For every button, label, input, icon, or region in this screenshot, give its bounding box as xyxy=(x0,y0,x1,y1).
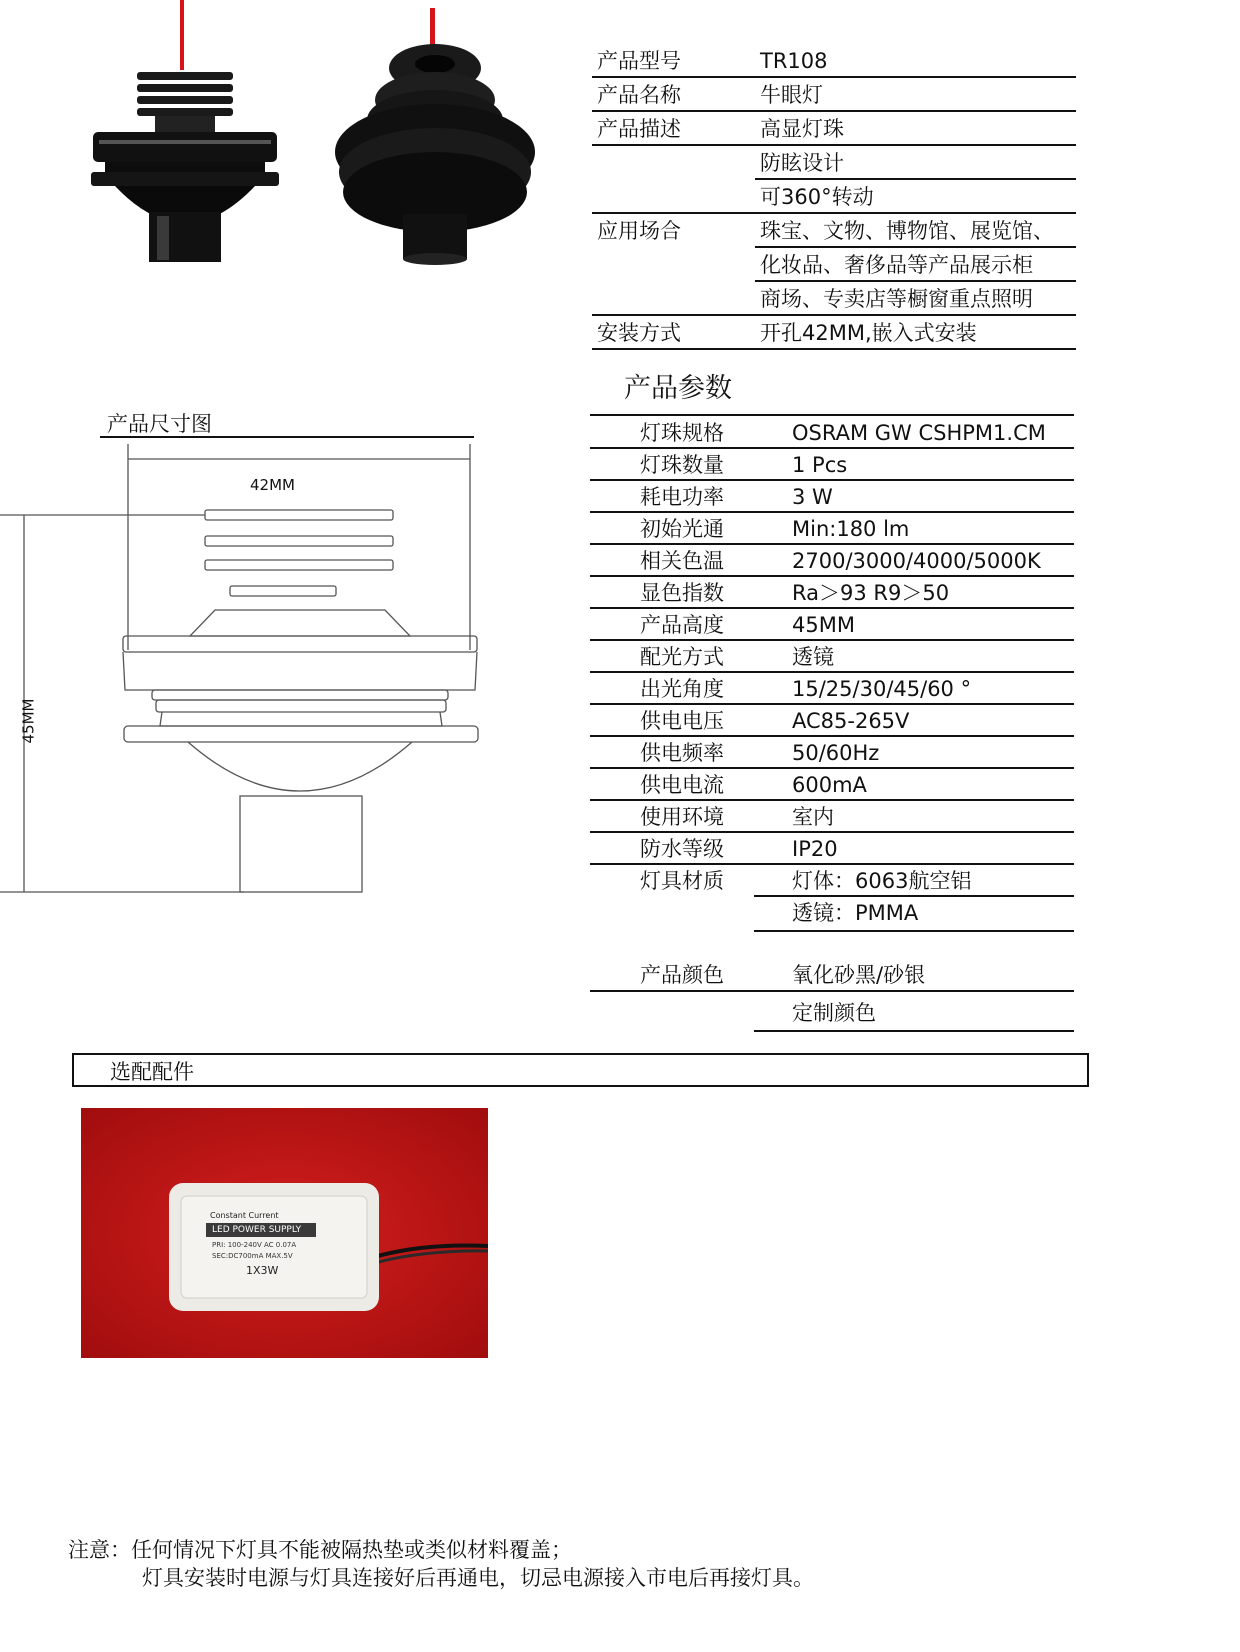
info-row-value: 可360°转动 xyxy=(760,185,874,209)
info-row-rule xyxy=(755,246,1076,248)
param-label: 使用环境 xyxy=(640,805,724,829)
width-dimension-label: 42MM xyxy=(250,476,295,494)
dimension-title: 产品尺寸图 xyxy=(107,412,212,436)
param-value: IP20 xyxy=(792,837,838,861)
psu-label-line1: Constant Current xyxy=(210,1211,279,1220)
param-rule xyxy=(754,930,1074,932)
param-rule xyxy=(590,990,1074,992)
info-row-label: 产品名称 xyxy=(597,83,681,107)
param-label: 耗电功率 xyxy=(640,485,724,509)
param-label: 供电电压 xyxy=(640,709,724,733)
params-title: 产品参数 xyxy=(624,373,732,404)
info-row-value: 防眩设计 xyxy=(760,151,844,175)
param-rule xyxy=(590,863,1074,865)
param-value: 50/60Hz xyxy=(792,741,880,765)
param-label: 配光方式 xyxy=(640,645,724,669)
info-row-rule xyxy=(592,110,1076,112)
info-row-rule xyxy=(592,314,1076,316)
param-rule xyxy=(590,479,1074,481)
info-row-rule xyxy=(592,212,1076,214)
info-row-value: 商场、专卖店等橱窗重点照明 xyxy=(760,287,1033,311)
info-row-rule xyxy=(755,178,1076,180)
note-line-2: 灯具安装时电源与灯具连接好后再通电，切忌电源接入市电后再接灯具。 xyxy=(142,1566,814,1590)
param-value: 1 Pcs xyxy=(792,453,848,477)
param-rule xyxy=(590,447,1074,449)
info-row-rule xyxy=(592,76,1076,78)
param-label: 灯具材质 xyxy=(640,869,724,893)
accessories-box xyxy=(72,1053,1089,1087)
param-rule xyxy=(754,895,1074,897)
param-value: 灯体：6063航空铝 xyxy=(792,869,972,893)
info-row-label: 产品型号 xyxy=(597,49,681,73)
param-label: 灯珠规格 xyxy=(640,421,724,445)
param-value: 3 W xyxy=(792,485,833,509)
param-rule xyxy=(590,799,1074,801)
param-value: 2700/3000/4000/5000K xyxy=(792,549,1041,573)
param-rule xyxy=(590,831,1074,833)
info-row-label: 应用场合 xyxy=(597,219,681,243)
param-label: 供电电流 xyxy=(640,773,724,797)
info-row-value: 高显灯珠 xyxy=(760,117,844,141)
height-dimension-label: 45MM xyxy=(19,698,38,744)
param-rule xyxy=(754,1030,1074,1032)
psu-label-line2: LED POWER SUPPLY xyxy=(212,1225,302,1235)
psu-label-line4: SEC:DC700mA MAX.5V xyxy=(212,1252,293,1260)
product-photo-angled xyxy=(335,0,535,270)
info-row-value: 化妆品、奢侈品等产品展示柜 xyxy=(760,253,1033,277)
info-row-value: 牛眼灯 xyxy=(760,83,823,107)
param-rule xyxy=(590,639,1074,641)
param-rule xyxy=(590,575,1074,577)
param-label: 产品颜色 xyxy=(640,963,724,987)
psu-label-line3: PRI: 100-240V AC 0.07A xyxy=(212,1241,297,1249)
param-value: 45MM xyxy=(792,613,855,637)
param-label: 出光角度 xyxy=(640,677,724,701)
param-rule xyxy=(590,511,1074,513)
param-value: 室内 xyxy=(792,805,834,829)
info-row-rule xyxy=(592,348,1076,350)
param-label: 相关色温 xyxy=(640,549,724,573)
param-label: 初始光通 xyxy=(640,517,724,541)
param-value: 定制颜色 xyxy=(792,1001,876,1025)
param-label: 灯珠数量 xyxy=(640,453,724,477)
param-value: 600mA xyxy=(792,773,867,797)
info-row-value: 开孔42MM,嵌入式安装 xyxy=(760,321,977,345)
accessories-title: 选配配件 xyxy=(110,1060,194,1084)
param-value: 15/25/30/45/60 ° xyxy=(792,677,972,701)
param-rule xyxy=(590,703,1074,705)
info-row-label: 产品描述 xyxy=(597,117,681,141)
psu-label-line5: 1X3W xyxy=(246,1264,279,1277)
param-value: Min:180 lm xyxy=(792,517,910,541)
param-label: 防水等级 xyxy=(640,837,724,861)
param-value: 氧化砂黑/砂银 xyxy=(792,963,926,987)
param-value: Ra＞93 R9＞50 xyxy=(792,581,950,605)
param-label: 产品高度 xyxy=(640,613,724,637)
param-value: 透镜 xyxy=(792,645,834,669)
param-rule xyxy=(590,543,1074,545)
info-row-label: 安装方式 xyxy=(597,321,681,345)
param-rule xyxy=(590,735,1074,737)
params-top-rule xyxy=(590,414,1074,416)
param-rule xyxy=(590,671,1074,673)
param-rule xyxy=(590,767,1074,769)
param-rule xyxy=(590,607,1074,609)
info-row-value: 珠宝、文物、博物馆、展览馆、 xyxy=(760,219,1054,243)
dimension-drawing xyxy=(0,440,500,910)
info-row-rule xyxy=(755,280,1076,282)
param-label: 显色指数 xyxy=(640,581,724,605)
info-row-rule xyxy=(592,144,1076,146)
info-row-value: TR108 xyxy=(760,49,828,73)
dimension-title-rule xyxy=(100,436,474,438)
param-value: AC85-265V xyxy=(792,709,910,733)
note-line-1: 注意：任何情况下灯具不能被隔热垫或类似材料覆盖； xyxy=(68,1538,572,1562)
param-value: 透镜：PMMA xyxy=(792,901,919,925)
product-photo-side xyxy=(85,0,285,275)
param-label: 供电频率 xyxy=(640,741,724,765)
param-value: OSRAM GW CSHPM1.CM xyxy=(792,421,1046,445)
